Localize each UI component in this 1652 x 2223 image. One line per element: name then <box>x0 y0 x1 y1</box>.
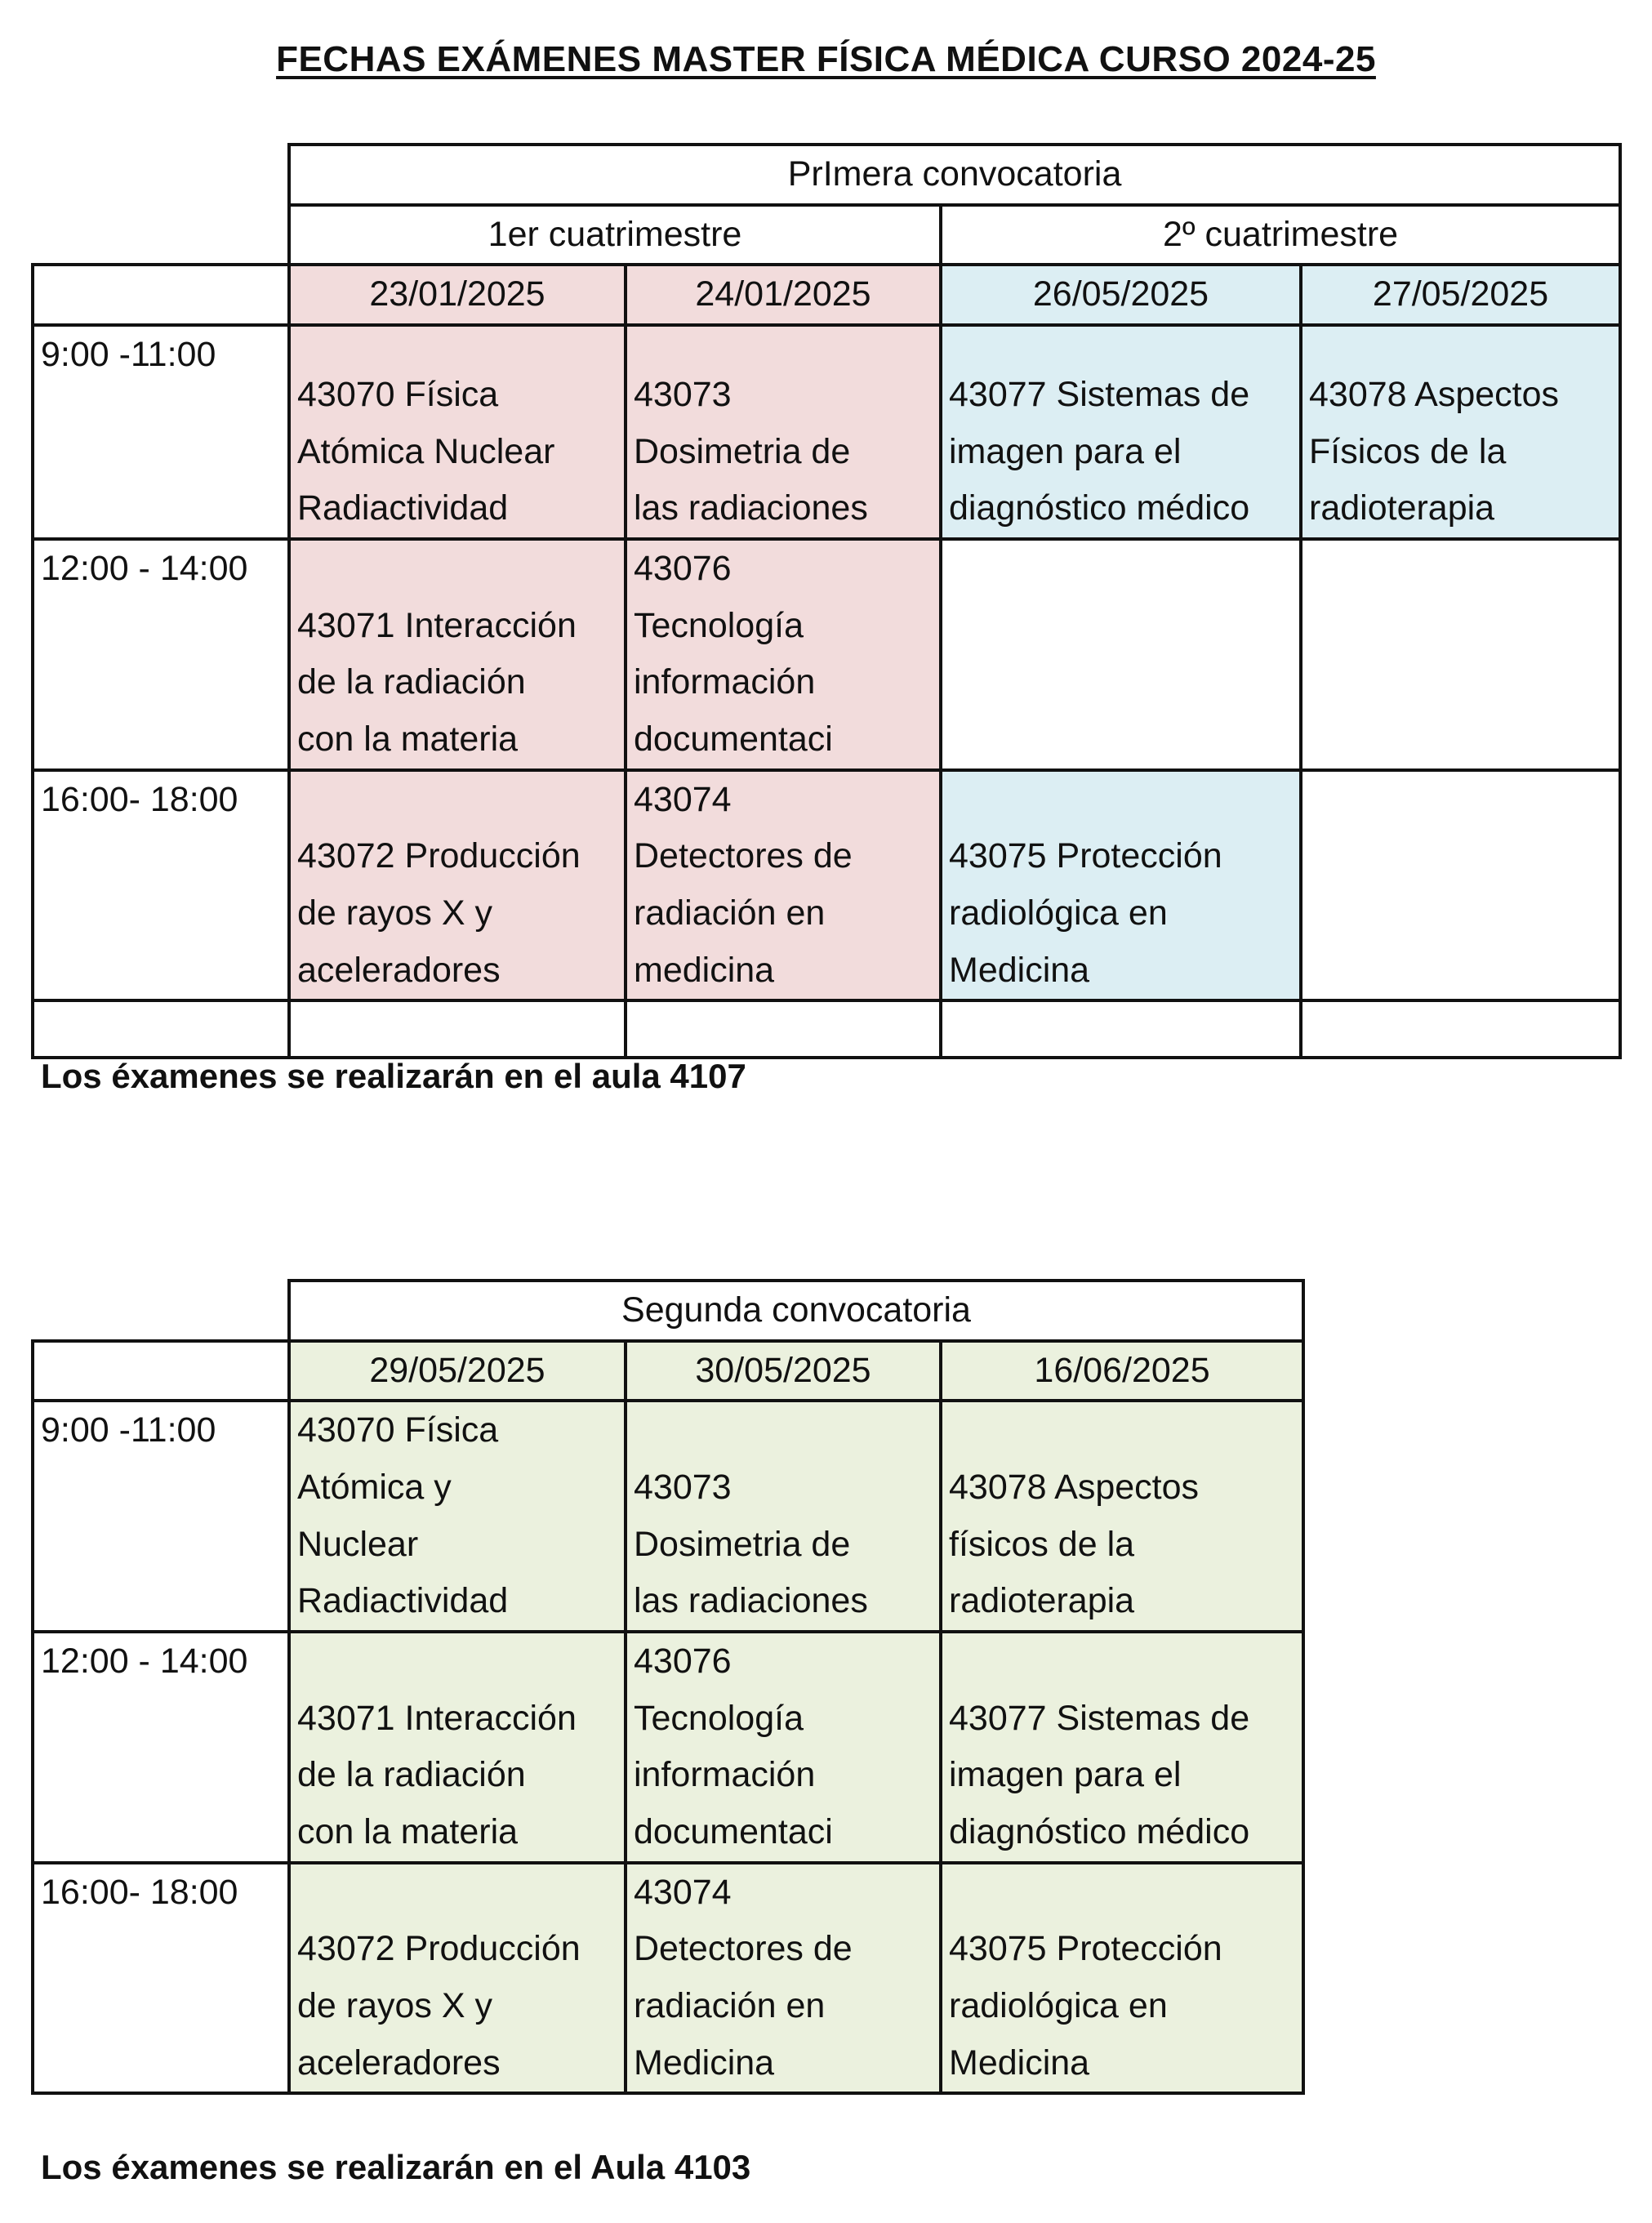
exam-cell: 43074 Detectores de radiación en Medicina <box>634 1872 853 2083</box>
time-slot: 16:00- 18:00 <box>33 1863 289 2094</box>
empty-corner <box>33 1281 289 1341</box>
second-call-note: Los éxamenes se realizarán en el Aula 4103 <box>41 2148 751 2186</box>
date-header: 26/05/2025 <box>941 265 1301 325</box>
empty-corner <box>33 205 289 265</box>
exam-cell: 43077 Sistemas de imagen para el diagnóstico médico <box>949 1698 1250 1851</box>
time-slot: 9:00 -11:00 <box>33 1401 289 1632</box>
first-call-table <box>31 143 1622 1059</box>
date-header: 27/05/2025 <box>1301 265 1620 325</box>
exam-cell: 43074 Detectores de radiación en medicina <box>634 779 853 990</box>
time-slot: 12:00 - 14:00 <box>33 539 289 770</box>
semester-2-heading: 2º cuatrimestre <box>941 205 1620 265</box>
exam-cell: 43073 Dosimetria de las radiaciones <box>634 375 868 528</box>
date-header-corner <box>33 265 289 325</box>
exam-cell: 43078 Aspectos Físicos de la radioterapia <box>1309 375 1560 528</box>
page-title: FECHAS EXÁMENES MASTER FÍSICA MÉDICA CURSO 2024-25 <box>276 39 1376 79</box>
exam-cell: 43070 Física Atómica y Nuclear Radiactividad <box>297 1410 509 1621</box>
exam-cell: 43076 Tecnología información documentaci <box>634 548 833 759</box>
date-header: 29/05/2025 <box>289 1341 626 1401</box>
date-header: 23/01/2025 <box>289 265 626 325</box>
date-header: 16/06/2025 <box>941 1341 1303 1401</box>
exam-cell: 43072 Producción de rayos X y aceleradores <box>297 836 581 990</box>
exam-cell: 43075 Protección radiológica en Medicina <box>949 1929 1222 2083</box>
empty-cell <box>33 1000 289 1058</box>
empty-cell <box>289 1000 626 1058</box>
empty-cell <box>941 1000 1301 1058</box>
exam-cell: 43072 Producción de rayos X y aceleradores <box>297 1929 581 2083</box>
second-call-heading: Segunda convocatoria <box>289 1281 1303 1341</box>
exam-cell: 43077 Sistemas de imagen para el diagnóstico médico <box>949 375 1250 528</box>
second-call-table <box>31 1279 1305 2095</box>
exam-cell: 43070 Física Atómica Nuclear Radiactividad <box>297 375 555 528</box>
semester-1-heading: 1er cuatrimestre <box>289 205 941 265</box>
exam-cell: 43078 Aspectos físicos de la radioterapia <box>949 1467 1200 1621</box>
date-header-corner <box>33 1341 289 1401</box>
first-call-heading: PrImera convocatoria <box>289 145 1620 205</box>
date-header: 30/05/2025 <box>626 1341 941 1401</box>
time-slot: 12:00 - 14:00 <box>33 1632 289 1863</box>
time-slot: 9:00 -11:00 <box>33 325 289 539</box>
date-header: 24/01/2025 <box>626 265 941 325</box>
time-slot: 16:00- 18:00 <box>33 770 289 1001</box>
exam-cell: 43071 Interacción de la radiación con la materia <box>297 1698 577 1851</box>
first-call-note: Los éxamenes se realizarán en el aula 4107 <box>41 1057 746 1095</box>
empty-cell <box>1301 1000 1620 1058</box>
exam-cell: 43076 Tecnología información documentaci <box>634 1641 833 1851</box>
exam-cell: 43073 Dosimetria de las radiaciones <box>634 1467 868 1621</box>
empty-corner <box>33 145 289 205</box>
exam-cell: 43071 Interacción de la radiación con la materia <box>297 605 577 759</box>
exam-cell: 43075 Protección radiológica en Medicina <box>949 836 1222 990</box>
empty-cell <box>626 1000 941 1058</box>
